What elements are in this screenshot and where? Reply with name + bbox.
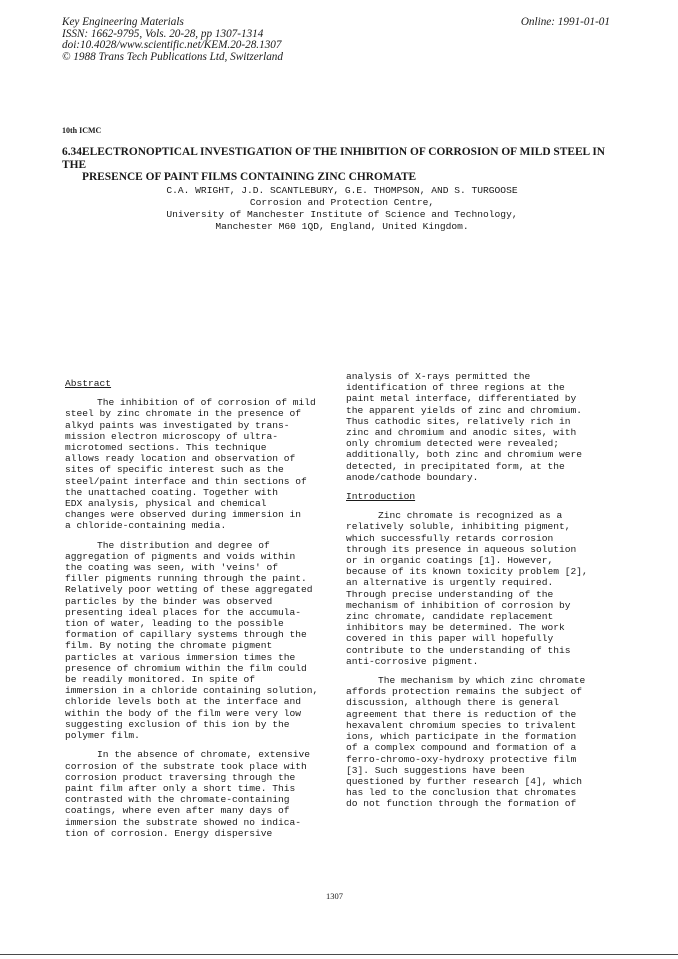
text-line: Zinc chromate is recognized as a [378, 510, 563, 522]
text-line: The mechanism by which zinc chromate [378, 675, 586, 687]
text-line: within the body of the film were very low [65, 707, 302, 719]
text-line: which successfully retards corrosion [346, 532, 554, 544]
doi-line: doi:10.4028/www.scientific.net/KEM.20-28.1307 [62, 39, 282, 52]
text-line: In the absence of chromate, extensive [97, 749, 311, 761]
text-line: immersion the substrate showed no indica- [65, 816, 302, 828]
text-line: film. By noting the chromate pigment [65, 640, 273, 652]
title-line-1: ELECTRONOPTICAL INVESTIGATION OF THE INHIBITION OF CORROSION OF MILD STEEL IN THE [62, 146, 606, 171]
text-line: or in organic coatings [1]. However, [346, 555, 554, 567]
text-line: particles by the binder was observed [65, 595, 273, 607]
text-line: Relatively poor wetting of these aggregated [65, 584, 313, 596]
text-line: the coating was seen, with 'veins' of [65, 562, 279, 574]
text-line: presenting ideal places for the accumula- [65, 606, 302, 618]
text-line: polymer film. [65, 730, 140, 742]
introduction-heading: Introduction [346, 491, 416, 503]
copyright-line: © 1988 Trans Tech Publications Ltd, Switzerland [62, 50, 283, 63]
text-line: zinc and chromium and anodic sites, with [346, 427, 577, 439]
text-line: tion of corrosion. Energy dispersive [65, 827, 273, 839]
right-column [346, 371, 631, 810]
abstract-continued [346, 371, 631, 483]
text-line: coatings, where even after many days of [65, 805, 290, 817]
text-line: mission electron microscopy of ultra- [65, 430, 279, 442]
text-line: chloride levels both at the interface and [65, 696, 302, 708]
text-line: filler pigments running through the paint. [65, 573, 307, 585]
text-line: hexavalent chromium species to trivalent [346, 719, 577, 731]
text-line: corrosion of the substrate took place with [65, 760, 307, 772]
paper-title [62, 146, 622, 184]
text-line: agreement that there is reduction of the [346, 708, 577, 720]
text-line: The distribution and degree of [97, 539, 270, 551]
affiliation-address: Manchester M60 1QD, England, United Kingdom. [215, 221, 469, 233]
text-line: through its presence in aqueous solution [346, 543, 577, 555]
text-line: Through precise understanding of the [346, 588, 554, 600]
affiliation-centre: Corrosion and Protection Centre, [249, 197, 435, 209]
conference-label: 10th ICMC [62, 126, 102, 135]
text-line: questioned by further research [4], which [346, 775, 583, 787]
text-line: inhibitors may be determined. The work [346, 622, 565, 634]
text-line: because of its known toxicity problem [2], [346, 566, 588, 578]
text-line: be readily monitored. In spite of [65, 674, 255, 686]
introduction-para-2 [346, 675, 631, 809]
left-column [65, 378, 355, 839]
abstract-para-2 [65, 540, 355, 742]
text-line: [3]. Such suggestions have been [346, 764, 525, 776]
abstract-heading: Abstract [65, 378, 112, 389]
text-line: ferro-chromo-oxy-hydroxy protective film [346, 753, 577, 765]
text-line: The inhibition of of corrosion of mild [97, 397, 316, 409]
text-line: the unattached coating. Together with [65, 486, 279, 498]
text-line: tion of water, leading to the possible [65, 618, 284, 630]
issn-line: ISSN: 1662-9795, Vols. 20-28, pp 1307-1314 [62, 27, 264, 40]
text-line: aggregation of pigments and voids within [65, 550, 296, 562]
text-line: additionally, both zinc and chromium were [346, 449, 583, 461]
text-line: a chloride-containing media. [65, 520, 227, 532]
text-line: detected, in precipitated form, at the [346, 460, 565, 472]
text-line: anode/cathode boundary. [346, 471, 479, 483]
text-line: of a complex compound and formation of a [346, 742, 577, 754]
text-line: formation of capillary systems through the [65, 629, 307, 641]
author-names: C.A. WRIGHT, J.D. SCANTLEBURY, G.E. THOMPSON, AND S. TURGOOSE [166, 185, 518, 196]
text-line: changes were observed during immersion in [65, 509, 302, 521]
affiliation-university: University of Manchester Institute of Science and Technology, [166, 209, 518, 221]
section-number: 6.34. [62, 146, 85, 158]
text-line: sites of specific interest such as the [65, 464, 284, 476]
title-line-2: PRESENCE OF PAINT FILMS CONTAINING ZINC CHROMATE [82, 171, 417, 183]
text-line: alkyd paints was investigated by trans- [65, 419, 290, 431]
abstract-para-3 [65, 749, 355, 839]
text-line: corrosion product traversing through the [65, 771, 296, 783]
text-line: the apparent yields of zinc and chromium. [346, 404, 583, 416]
text-line: anti-corrosive pigment. [346, 655, 479, 667]
text-line: contrasted with the chromate-containing [65, 794, 290, 806]
text-line: discussion, although there is general [346, 697, 560, 709]
text-line: covered in this paper will hopefully [346, 633, 554, 645]
text-line: suggesting exclusion of this ion by the [65, 718, 290, 730]
introduction-para-1 [346, 510, 631, 667]
text-line: an alternative is urgently required. [346, 577, 554, 589]
text-line: only chromium detected were revealed; [346, 438, 560, 450]
text-line: identification of three regions at the [346, 382, 565, 394]
abstract-para-1 [65, 397, 355, 531]
text-line: steel by zinc chromate in the presence of [65, 408, 302, 420]
text-line: steel/paint interface and thin sections of [65, 475, 307, 487]
text-line: do not function through the formation of [346, 798, 577, 810]
text-line: has led to the conclusion that chromates [346, 787, 577, 799]
text-line: Thus cathodic sites, relatively rich in [346, 415, 571, 427]
text-line: allows ready location and observation of [65, 453, 296, 465]
text-line: microtomed sections. This technique [65, 442, 267, 454]
text-line: analysis of X-rays permitted the [346, 371, 531, 382]
author-block [62, 185, 622, 233]
text-line: zinc chromate, candidate replacement [346, 611, 554, 623]
text-line: paint film after only a short time. This [65, 782, 296, 794]
page-number: 1307 [326, 891, 343, 901]
bottom-scan-edge [0, 954, 678, 955]
text-line: immersion in a chloride containing solution, [65, 685, 319, 697]
online-date: Online: 1991-01-01 [520, 16, 610, 28]
journal-header [62, 17, 283, 63]
text-line: relatively soluble, inhibiting pigment, [346, 521, 571, 533]
text-line: mechanism of inhibition of corrosion by [346, 599, 571, 611]
text-line: paint metal interface, differentiated by [346, 393, 577, 405]
text-line: ions, which participate in the formation [346, 731, 577, 743]
text-line: affords protection remains the subject of [346, 686, 583, 698]
text-line: presence of chromium within the film could [65, 662, 307, 674]
text-line: EDX analysis, physical and chemical [65, 498, 267, 510]
text-line: contribute to the understanding of this [346, 644, 571, 656]
text-line: particles at various immersion times the [65, 651, 296, 663]
journal-name: Key Engineering Materials [62, 16, 184, 28]
